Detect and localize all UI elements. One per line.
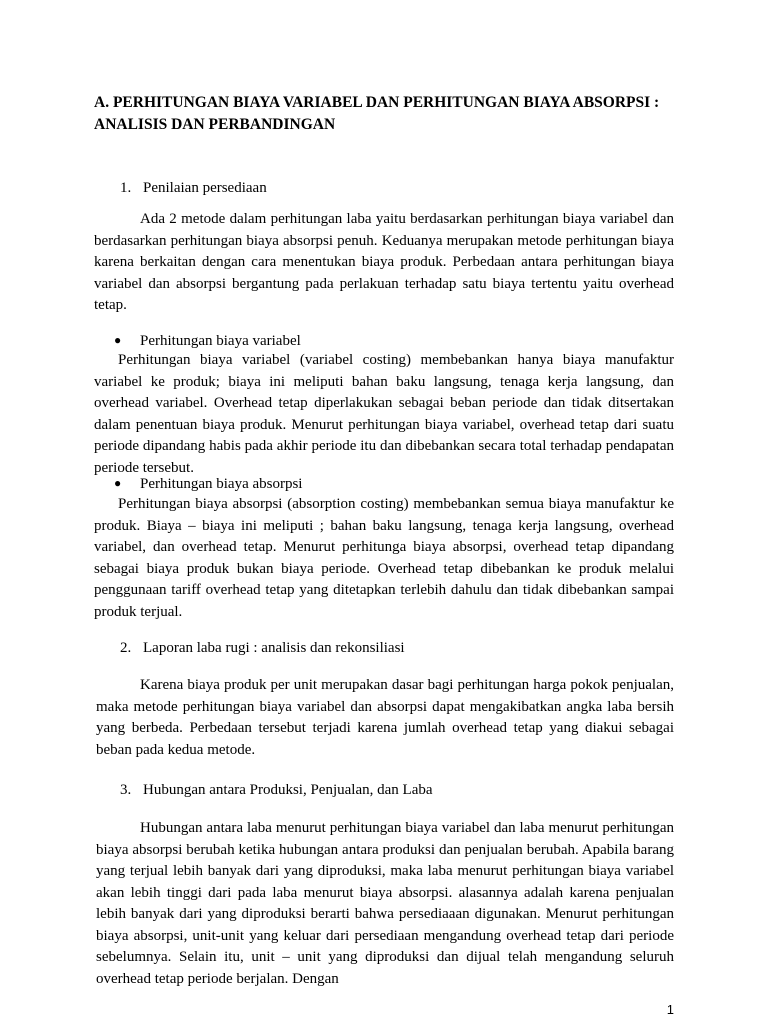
bullet-icon: ● [114, 333, 122, 347]
section-3-number: 3. [120, 782, 132, 798]
bullet-variabel-label: Perhitungan biaya variabel [140, 333, 301, 349]
section-2-number: 2. [120, 640, 132, 656]
section-3-paragraph: Hubungan antara laba menurut perhitungan biaya variabel dan laba menurut perhitungan biaya absorpsi berubah ketika hubungan antara produksi dan penjualan berubah. Apabila barang yang terjual lebih banyak dari yang diproduksi, maka laba menurut perhitungan biaya variabel akan lebih tinggi dari pada laba menurut biaya absorpsi. alasannya adalah karena penjualan lebih banyak dari yang diproduksi berarti bahwa persediaaan digunakan. Menurut perhitungan biaya absorpsi, unit-unit yang keluar dari persediaan mengandung overhead tetap dari periode sebelumnya. Selain itu, unit – unit yang diproduksi dan dijual telah mengandung seluruh overhead tetap periode berjalan. Dengan [96, 820, 674, 987]
section-1-number: 1. [120, 180, 132, 196]
section-1-title: Penilaian persediaan [143, 180, 267, 196]
section-1-paragraph: Ada 2 metode dalam perhitungan laba yaitu berdasarkan perhitungan biaya variabel dan berdasarkan perhitungan biaya absorpsi penuh. Keduanya merupakan metode perhitungan biaya karena berkaitan dengan cara menentukan biaya produk. Perbedaan antara perhitungan biaya variabel dan absorpsi bergantung pada perlakuan terhadap satu biaya tertentu yaitu overhead tetap. [94, 211, 674, 313]
bullet-variabel [114, 330, 301, 352]
section-3-heading [120, 780, 433, 801]
section-2-paragraph: Karena biaya produk per unit merupakan dasar bagi perhitungan harga pokok penjualan, maka metode perhitungan biaya variabel dan absorpsi dapat mengakibatkan angka laba bersih yang berbeda. Perbedaan tersebut terjadi karena jumlah overhead tetap yang diakui sebagai beban pada kedua metode. [96, 677, 674, 758]
document-title: A. PERHITUNGAN BIAYA VARIABEL DAN PERHITUNGAN BIAYA ABSORPSI : ANALISIS DAN PERBANDINGAN [94, 94, 660, 133]
section-3-title: Hubungan antara Produksi, Penjualan, dan Laba [143, 782, 433, 798]
bullet-absorpsi-label: Perhitungan biaya absorpsi [140, 476, 303, 492]
section-1-heading [120, 178, 267, 199]
bullet-absorpsi [114, 473, 302, 495]
page-number: 1 [666, 1002, 674, 1017]
bullet-variabel-text: Perhitungan biaya variabel (variabel costing) membebankan hanya biaya manufaktur variabel ke produk; biaya ini meliputi bahan baku langsung, tenaga kerja langsung, dan overhead variabel. Overhead tetap diperlakukan sebagai beban periode dan tidak ditsertakan dalam penentuan biaya produk. Menurut perhitungan biaya variabel, overhead tetap dari suatu periode dipandang habis pada akhir periode itu dan dibebankan secara total terhadap pendapatan periode tersebut. [94, 352, 674, 476]
bullet-absorpsi-text: Perhitungan biaya absorpsi (absorption costing) membebankan semua biaya manufaktur ke produk. Biaya – biaya ini meliputi ; bahan baku langsung, tenaga kerja langsung, overhead variabel, dan overhead tetap. Menurut perhitunga biaya absorpsi, overhead tetap dipandang sebagai biaya produk bukan biaya periode. Overhead tetap dibebankan ke produk melalui penggunaan tariff overhead tetap yang ditetapkan terlebih dahulu dan tidak dibebankan sampai produk terjual. [94, 496, 674, 620]
section-2-heading [120, 638, 405, 659]
section-2-title: Laporan laba rugi : analisis dan rekonsiliasi [143, 640, 405, 656]
bullet-icon: ● [114, 476, 122, 490]
